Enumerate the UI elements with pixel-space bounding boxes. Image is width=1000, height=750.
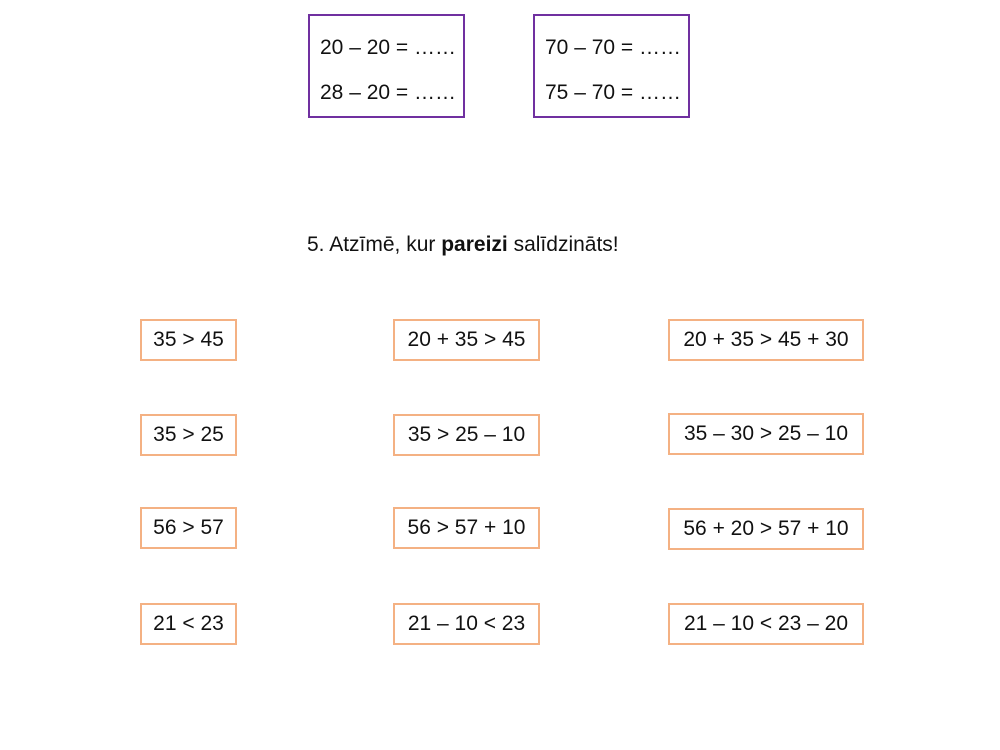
comparison-option[interactable]: 35 > 45 (140, 319, 237, 361)
instruction-text: salīdzināts! (507, 233, 619, 256)
comparison-option[interactable]: 56 > 57 + 10 (393, 507, 540, 549)
equation-line: 20 – 20 = …… (320, 36, 456, 59)
comparison-option[interactable]: 20 + 35 > 45 + 30 (668, 319, 864, 361)
comparison-option[interactable]: 35 > 25 (140, 414, 237, 456)
exercise-instruction (307, 232, 619, 258)
comparison-option[interactable]: 21 < 23 (140, 603, 237, 645)
equation-line: 75 – 70 = …… (545, 81, 681, 104)
instruction-text: 5. Atzīmē, kur (307, 233, 442, 256)
comparison-option[interactable]: 21 – 10 < 23 – 20 (668, 603, 864, 645)
equation-line: 28 – 20 = …… (320, 81, 456, 104)
comparison-option[interactable]: 35 – 30 > 25 – 10 (668, 413, 864, 455)
comparison-option[interactable]: 35 > 25 – 10 (393, 414, 540, 456)
comparison-option[interactable]: 56 + 20 > 57 + 10 (668, 508, 864, 550)
equation-box-right (533, 14, 690, 118)
comparison-option[interactable]: 20 + 35 > 45 (393, 319, 540, 361)
equation-box-left (308, 14, 465, 118)
instruction-bold-word: pareizi (441, 233, 508, 256)
comparison-option[interactable]: 21 – 10 < 23 (393, 603, 540, 645)
comparison-option[interactable]: 56 > 57 (140, 507, 237, 549)
equation-line: 70 – 70 = …… (545, 36, 681, 59)
